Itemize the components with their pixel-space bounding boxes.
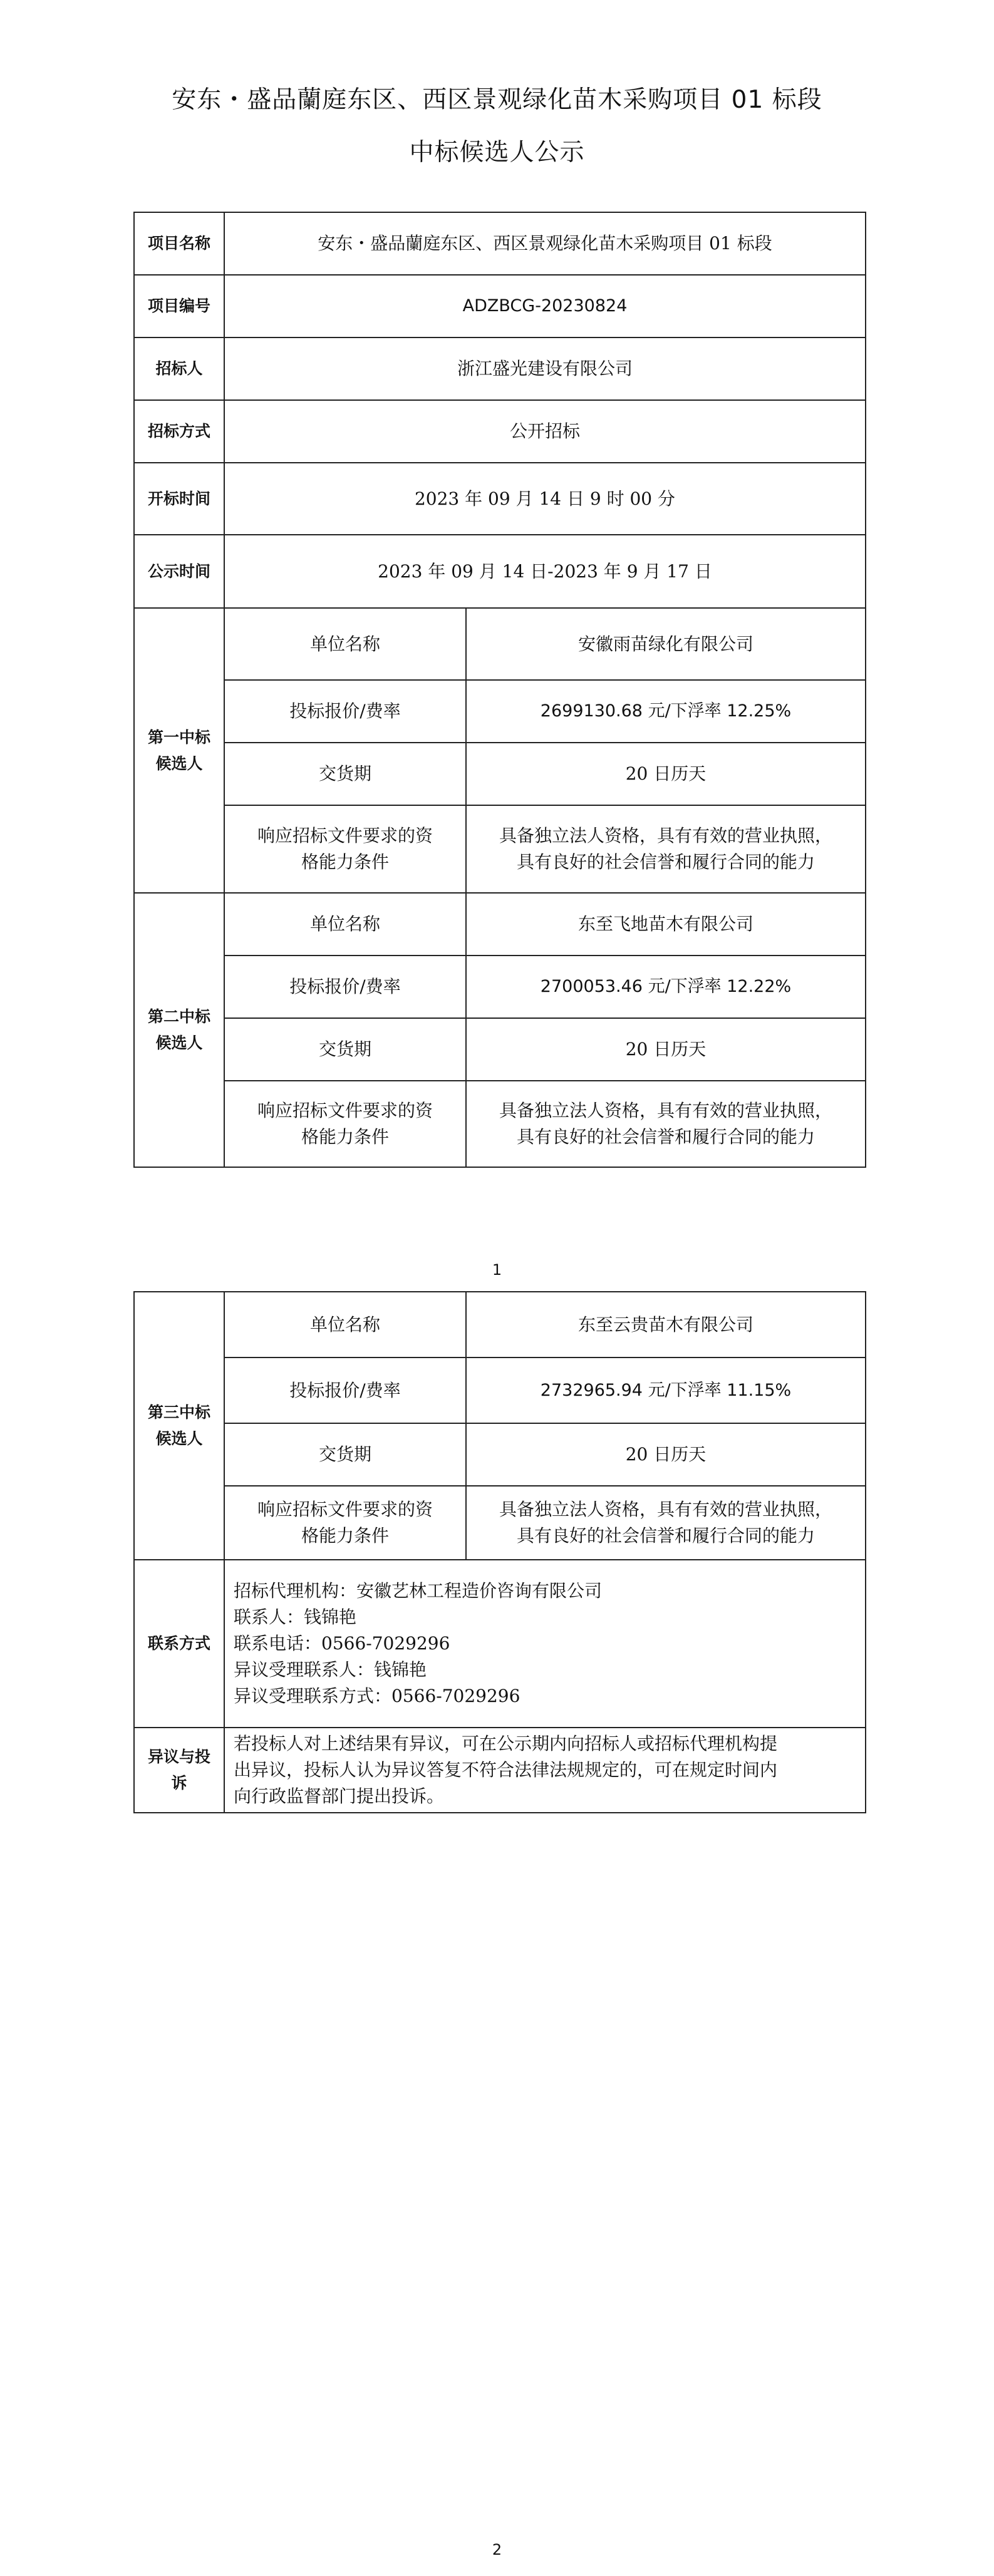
contact-agency: 招标代理机构：安徽艺林工程造价咨询有限公司 xyxy=(234,1580,603,1601)
candidate-3-price-value: 2732965.94 元/下浮率 11.15% xyxy=(466,1358,866,1423)
contact-row xyxy=(134,1560,866,1728)
project-info-table xyxy=(133,212,866,1168)
row-open-time xyxy=(134,463,866,535)
notice-time-value: 2023 年 09 月 14 日-2023 年 9 月 17 日 xyxy=(224,535,866,608)
candidate-1-price-row xyxy=(134,680,866,743)
objection-text: 若投标人对上述结果有异议，可在公示期内向招标人或招标代理机构提 出异议，投标人认为异议答复不符合法律法规规定的，可在规定时间内 向行政监督部门提出投诉。 xyxy=(224,1728,866,1813)
candidate-3-price-label: 投标报价/费率 xyxy=(224,1358,466,1423)
candidate-2-qual-value: 具备独立法人资格，具有有效的营业执照， 具有良好的社会信誉和履行合同的能力 xyxy=(466,1081,866,1167)
row-tenderer xyxy=(134,337,866,400)
notice-time-label: 公示时间 xyxy=(134,535,224,608)
candidate-2-qual-label: 响应招标文件要求的资 格能力条件 xyxy=(224,1081,466,1167)
candidate-1-qual-label: 响应招标文件要求的资 格能力条件 xyxy=(224,805,466,893)
candidate-2-qual-row xyxy=(134,1081,866,1167)
tenderer-label: 招标人 xyxy=(134,337,224,400)
project-code-value: ADZBCG-20230824 xyxy=(224,275,866,337)
contact-label: 联系方式 xyxy=(134,1560,224,1728)
candidate-1-delivery-row xyxy=(134,743,866,805)
page-number: 1 xyxy=(492,1261,502,1279)
method-value: 公开招标 xyxy=(224,400,866,463)
candidate-3-qual-value: 具备独立法人资格，具有有效的营业执照， 具有良好的社会信誉和履行合同的能力 xyxy=(466,1486,866,1560)
contact-person: 联系人：钱锦艳 xyxy=(234,1607,357,1627)
candidate-3-unit-value: 东至云贵苗木有限公司 xyxy=(466,1292,866,1358)
candidate-3-qual-row xyxy=(134,1486,866,1560)
candidate-2-label: 第二中标 候选人 xyxy=(134,893,224,1167)
candidate-1-price-value: 2699130.68 元/下浮率 12.25% xyxy=(466,680,866,743)
page-2 xyxy=(0,1288,994,2576)
project-name-value: 安东・盛品蘭庭东区、西区景观绿化苗木采购项目 01 标段 xyxy=(224,212,866,275)
row-project-name xyxy=(134,212,866,275)
row-method xyxy=(134,400,866,463)
candidate-3-unit-row xyxy=(134,1292,866,1358)
objection-contact-person: 异议受理联系人：钱锦艳 xyxy=(234,1659,427,1680)
candidate-3-delivery-label: 交货期 xyxy=(224,1423,466,1486)
candidate-2-unit-label: 单位名称 xyxy=(224,893,466,956)
candidate-1-delivery-value: 20 日历天 xyxy=(466,743,866,805)
candidate-3-delivery-row xyxy=(134,1423,866,1486)
document-subtitle: 中标候选人公示 xyxy=(409,138,585,167)
objection-contact-phone: 异议受理联系方式：0566-7029296 xyxy=(234,1686,520,1706)
candidate-1-delivery-label: 交货期 xyxy=(224,743,466,805)
row-project-code xyxy=(134,275,866,337)
candidate-2-delivery-label: 交货期 xyxy=(224,1018,466,1081)
project-name-label: 项目名称 xyxy=(134,212,224,275)
candidate-2-price-value: 2700053.46 元/下浮率 12.22% xyxy=(466,956,866,1018)
candidate-2-unit-row xyxy=(134,893,866,956)
candidate-2-price-label: 投标报价/费率 xyxy=(224,956,466,1018)
project-code-label: 项目编号 xyxy=(134,275,224,337)
candidate-3-price-row xyxy=(134,1358,866,1423)
candidate-contact-table xyxy=(133,1291,866,1813)
method-label: 招标方式 xyxy=(134,400,224,463)
objection-row xyxy=(134,1728,866,1813)
candidate-1-qual-value: 具备独立法人资格，具有有效的营业执照， 具有良好的社会信誉和履行合同的能力 xyxy=(466,805,866,893)
candidate-1-price-label: 投标报价/费率 xyxy=(224,680,466,743)
tenderer-value: 浙江盛光建设有限公司 xyxy=(224,337,866,400)
candidate-1-unit-label: 单位名称 xyxy=(224,608,466,680)
contact-phone: 联系电话：0566-7029296 xyxy=(234,1633,450,1654)
open-time-label: 开标时间 xyxy=(134,463,224,535)
candidate-3-qual-label: 响应招标文件要求的资 格能力条件 xyxy=(224,1486,466,1560)
candidate-1-qual-row xyxy=(134,805,866,893)
candidate-2-delivery-value: 20 日历天 xyxy=(466,1018,866,1081)
candidate-1-label: 第一中标 候选人 xyxy=(134,608,224,893)
candidate-1-unit-value: 安徽雨苗绿化有限公司 xyxy=(466,608,866,680)
document-title: 安东・盛品蘭庭东区、西区景观绿化苗木采购项目 01 标段 xyxy=(172,86,822,114)
candidate-2-delivery-row xyxy=(134,1018,866,1081)
page-number: 2 xyxy=(492,2541,502,2558)
contact-details xyxy=(224,1560,866,1728)
row-notice-time xyxy=(134,535,866,608)
candidate-1-unit-row xyxy=(134,608,866,680)
candidate-2-unit-value: 东至飞地苗木有限公司 xyxy=(466,893,866,956)
objection-label: 异议与投 诉 xyxy=(134,1728,224,1813)
candidate-3-label: 第三中标 候选人 xyxy=(134,1292,224,1560)
open-time-value: 2023 年 09 月 14 日 9 时 00 分 xyxy=(224,463,866,535)
candidate-2-price-row xyxy=(134,956,866,1018)
candidate-3-unit-label: 单位名称 xyxy=(224,1292,466,1358)
candidate-3-delivery-value: 20 日历天 xyxy=(466,1423,866,1486)
